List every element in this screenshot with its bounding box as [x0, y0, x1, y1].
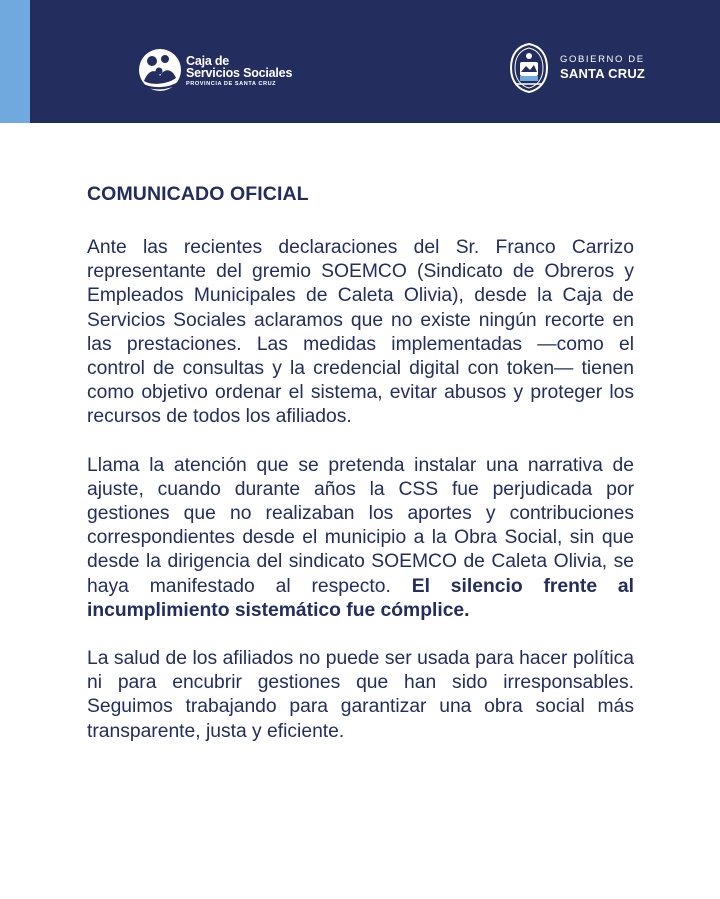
paragraph-2-bold: El silencio frente al incumplimiento sistemático fue cómplice.	[87, 575, 635, 621]
family-icon	[138, 48, 182, 94]
paragraph-2-text: Llama la atención que se pretenda instalar una narrativa de ajuste, cuando durante años la CSS fue perjudicada por gestiones que no realizaban los aportes y contribuciones correspondientes desde el municipio a la Obra Social, sin que desde la dirigencia del sindicato SOEMCO de Caleta Olivia, se haya manifestado al respecto.	[87, 454, 634, 597]
gobierno-line-2: SANTA CRUZ	[560, 66, 646, 82]
logo-line-1: Caja de	[186, 53, 230, 68]
paragraph-3: La salud de los afiliados no puede ser usada para hacer política ni para encubrir gestiones que han sido irresponsables. Seguimos trabajando para garantizar una obra social más transparente, justa y eficiente.	[87, 648, 634, 742]
coat-of-arms-icon	[508, 42, 550, 94]
header-accent-stripe	[0, 0, 30, 123]
header-banner	[0, 0, 720, 123]
caja-servicios-sociales-logo	[138, 48, 292, 94]
logo-line-2: Servicios Sociales	[186, 66, 293, 81]
page-title: COMUNICADO OFICIAL	[87, 183, 309, 205]
gobierno-santa-cruz-logo	[508, 42, 645, 94]
statement-body	[87, 183, 634, 768]
paragraph-2	[87, 454, 634, 623]
gobierno-line-1: GOBIERNO DE	[560, 54, 645, 66]
paragraph-1: Ante las recientes declaraciones del Sr. Franco Carrizo representante del gremio SOEMCO (Sindicato de Obreros y Empleados Municipales de Caleta Olivia), desde la Caja de Servicios Sociales aclaramos que no existe ningún recorte en las prestaciones. Las medidas implementadas —como el control de consultas y la credencial digital con token— tienen como objetivo ordenar el sistema, evitar abusos y proteger los recursos de todos los afiliados.	[87, 237, 634, 428]
logo-line-3: PROVINCIA DE SANTA CRUZ	[186, 80, 277, 87]
